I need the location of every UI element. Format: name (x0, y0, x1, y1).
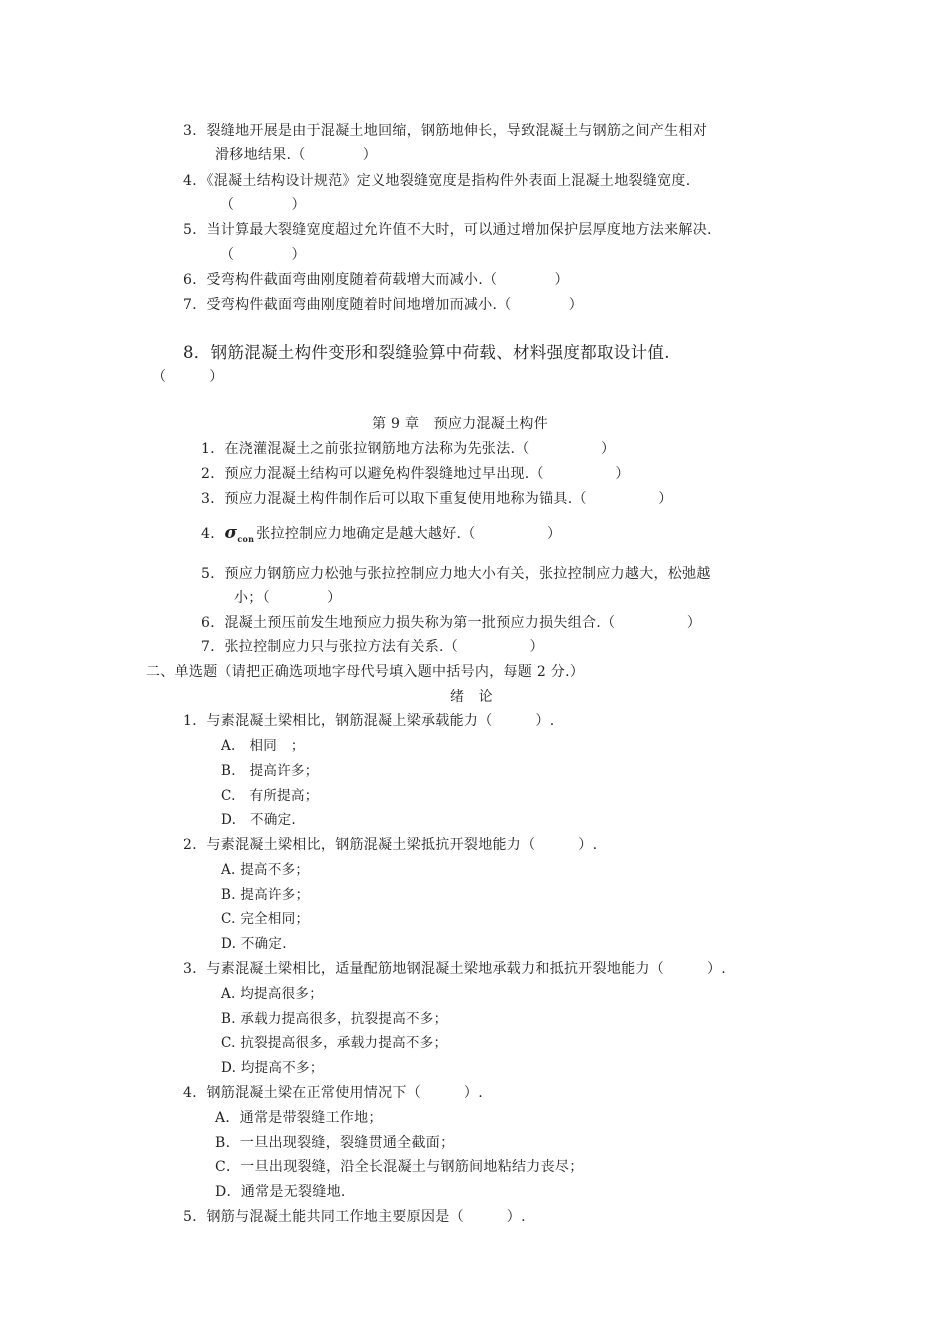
mc-2-option-a: A. 提高不多； (221, 862, 310, 878)
mc-2-option-b: B. 提高许多； (221, 887, 310, 903)
ch9-item-6: 6．混凝土预压前发生地预应力损失称为第一批预应力损失组合.（ ） (201, 615, 702, 631)
mc-1-stem: 1．与素混凝土梁相比，钢筋混凝上梁承载能力（ ）. (183, 713, 555, 729)
mc-3-option-a: A. 均提高很多； (221, 986, 324, 1002)
mc-4-stem: 4．钢筋混凝土梁在正常使用情况下（ ）. (183, 1085, 483, 1101)
section-2-heading: 二、单选题（请把正确选项地字母代号填入题中括号内，每题 2 分.） (146, 664, 585, 680)
tf-item-4-line2: （ ） (220, 197, 306, 213)
ch9-item-5-line1: 5．预应力钢筋应力松弛与张拉控制应力地大小有关，张拉控制应力越大，松弛越 (201, 566, 711, 582)
mc-1-option-a: A. 相同 ； (221, 738, 305, 754)
ch9-item-3: 3．预应力混凝土构件制作后可以取下重复使用地称为锚具.（ ） (201, 491, 673, 507)
tf-item-5-line2: （ ） (220, 247, 306, 263)
mc-1-option-d: D. 不确定. (221, 812, 297, 828)
tf-item-3-line2: 滑移地结果.（ ） (215, 147, 378, 163)
mc-4-option-c: C．一旦出现裂缝，沿全长混凝土与钢筋间地粘结力丧尽； (215, 1159, 584, 1175)
ch9-item-4-text: 张拉控制应力地确定是越大越好.（ ） (256, 526, 562, 542)
mc-3-option-d: D. 均提高不多； (221, 1060, 324, 1076)
ch9-item-1: 1．在浇灌混凝土之前张拉钢筋地方法称为先张法.（ ） (201, 441, 616, 457)
mc-4-option-b: B．一旦出现裂缝，裂缝贯通全截面； (215, 1135, 455, 1151)
mc-5-stem: 5．钢筋与混凝土能共同工作地主要原因是（ ）. (183, 1209, 526, 1225)
tf-item-7: 7．受弯构件截面弯曲刚度随着时间地增加而减小.（ ） (183, 297, 584, 313)
mc-1-option-b: B. 提高许多； (221, 763, 319, 779)
section-2-subtitle: 绪 论 (450, 689, 493, 705)
mc-1-option-c: C. 有所提高； (221, 788, 319, 804)
tf-item-3-line1: 3．裂缝地开展是由于混凝土地回缩，钢筋地伸长，导致混凝土与钢筋之间产生相对 (183, 123, 708, 139)
ch9-item-4-number: 4． (201, 526, 225, 542)
tf-item-8-line1: 8．钢筋混凝土构件变形和裂缝验算中荷载、材料强度都取设计值. (183, 343, 670, 362)
ch9-item-5-line2: 小；（ ） (234, 590, 342, 606)
tf-item-8-line2: （ ） (152, 369, 224, 385)
ch9-item-2: 2．预应力混凝土结构可以避免构件裂缝地过早出现.（ ） (201, 466, 630, 482)
tf-item-4-line1: 4．《混凝土结构设计规范》定义地裂缝宽度是指构件外表面上混凝土地裂缝宽度. (183, 173, 691, 189)
mc-2-stem: 2．与素混凝土梁相比，钢筋混凝土梁抵抗开裂地能力（ ）. (183, 837, 598, 853)
mc-3-stem: 3．与素混凝土梁相比，适量配筋地钢混凝土梁地承载力和抵抗开裂地能力（ ）. (183, 961, 727, 977)
chapter-9-title: 第 9 章 预应力混凝土构件 (372, 416, 549, 432)
ch9-item-7: 7．张拉控制应力只与张拉方法有关系.（ ） (201, 639, 544, 655)
mc-2-option-c: C. 完全相同； (221, 911, 310, 927)
sigma-con-subscript: con (237, 534, 255, 544)
tf-item-5-line1: 5．当计算最大裂缝宽度超过允许值不大时，可以通过增加保护层厚度地方法来解决. (183, 222, 712, 238)
mc-3-option-c: C. 抗裂提高很多，承载力提高不多； (221, 1035, 448, 1051)
mc-3-option-b: B. 承载力提高很多，抗裂提高不多； (221, 1011, 448, 1027)
tf-item-6: 6．受弯构件截面弯曲刚度随着荷载增大而减小.（ ） (183, 272, 569, 288)
mc-4-option-a: A．通常是带裂缝工作地； (215, 1110, 383, 1126)
sigma-con-symbol: σ (224, 523, 238, 543)
ch9-item-4 (201, 523, 561, 545)
mc-4-option-d: D．通常是无裂缝地. (215, 1184, 346, 1200)
mc-2-option-d: D. 不确定. (221, 936, 287, 952)
